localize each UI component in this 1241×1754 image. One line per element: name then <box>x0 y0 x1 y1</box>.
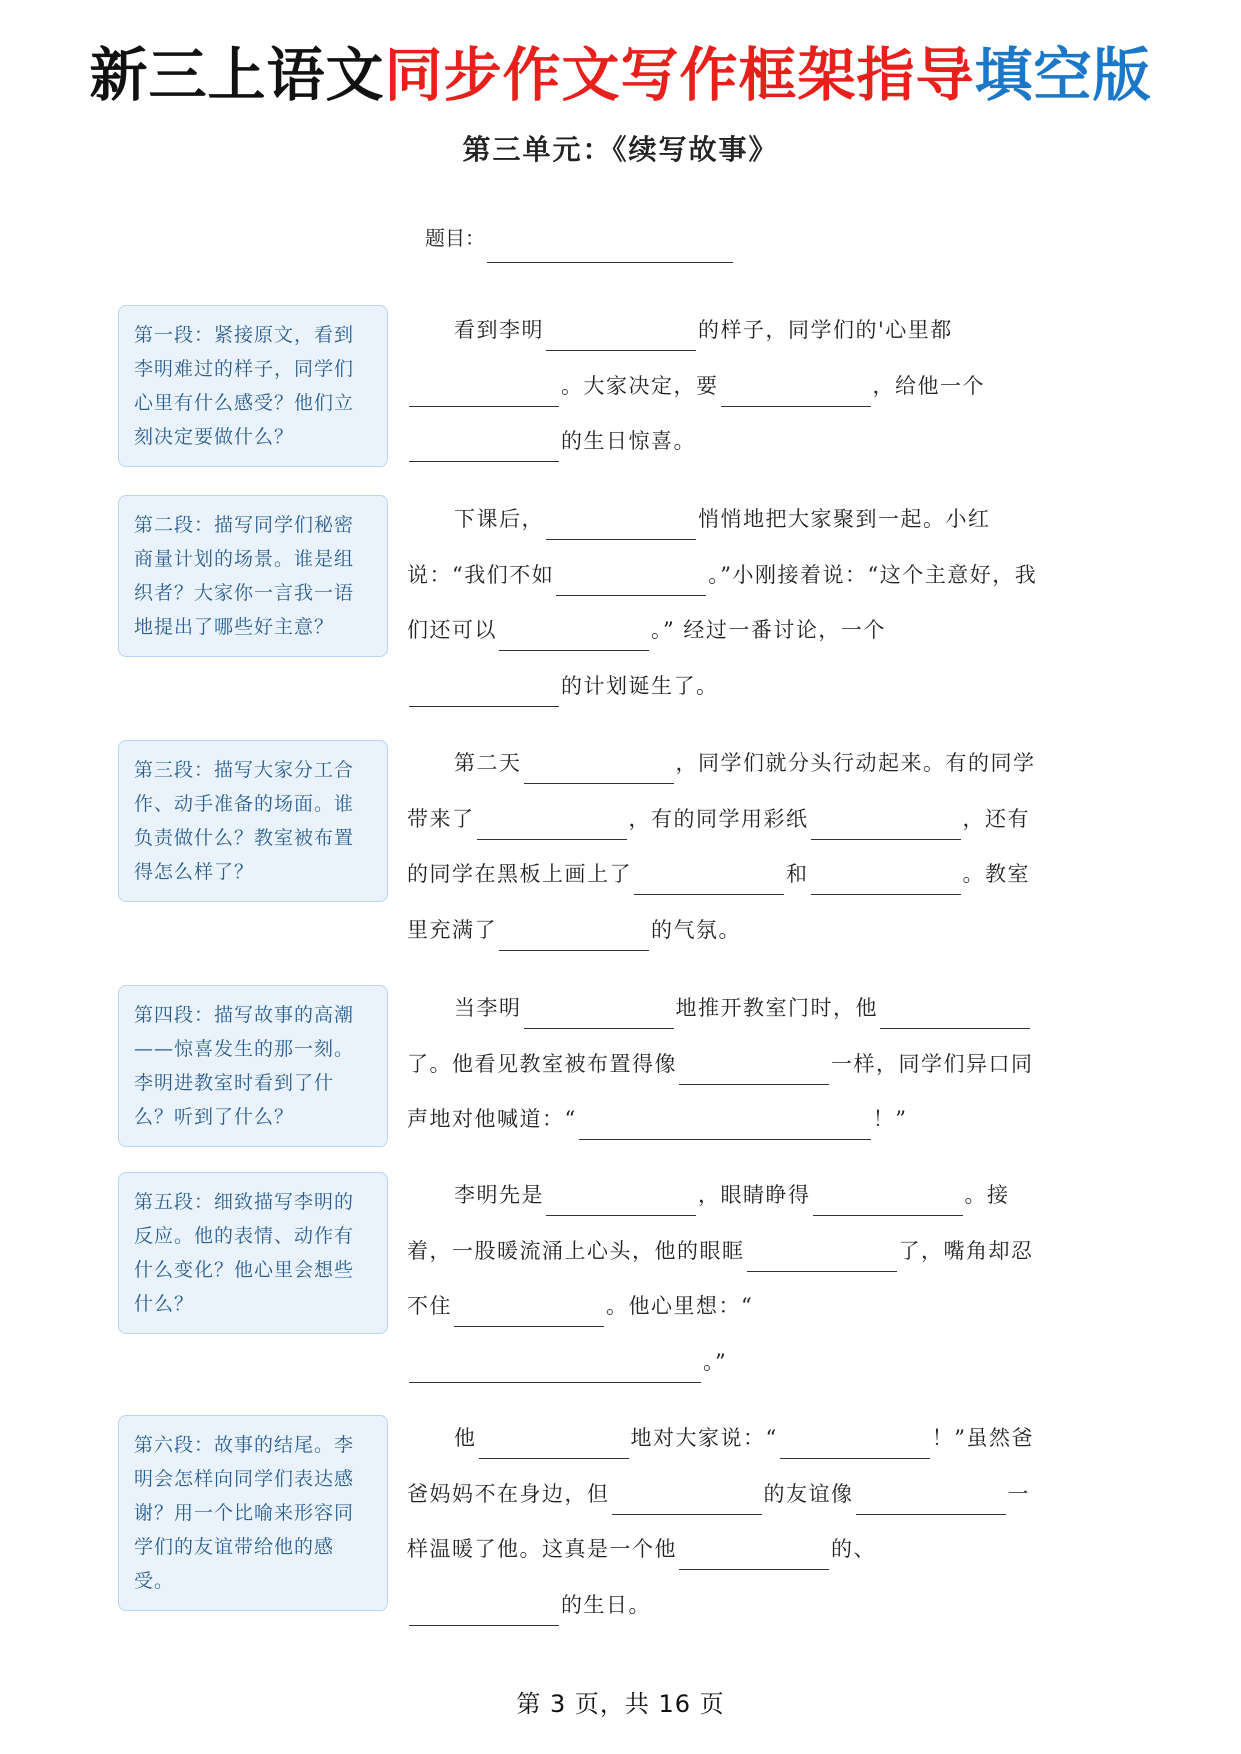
fill-blank[interactable] <box>409 1624 559 1626</box>
fill-blank[interactable] <box>499 649 649 651</box>
para-text: 地对大家说：“ <box>630 1426 778 1450</box>
title-part-black: 新三上语文 <box>89 41 385 109</box>
para-text: 的生日。 <box>561 1592 651 1617</box>
guide-box-5: 第五段：细致描写李明的反应。他的表情、动作有什么变化？他心里会想些什么？ <box>118 1172 388 1334</box>
paragraph-5 <box>407 1168 1047 1390</box>
para-text: ！”虽然爸爸妈妈不在身边，但 <box>407 1426 1034 1506</box>
page-number: 第 3 页，共 16 页 <box>516 1690 725 1718</box>
para-text: 和 <box>786 862 809 886</box>
para-text: 的计划诞生了。 <box>561 673 719 698</box>
para-text: 第二天 <box>454 751 522 775</box>
guide-box-3: 第三段：描写大家分工合作、动手准备的场面。谁负责做什么？教室被布置得怎么样了？ <box>118 740 388 902</box>
title-part-blue: 填空版 <box>974 41 1152 109</box>
fill-blank[interactable] <box>747 1270 897 1272</box>
para-text: 的、 <box>831 1537 876 1561</box>
fill-blank[interactable] <box>546 538 696 540</box>
para-text: 。他心里想：“ <box>606 1294 754 1318</box>
para-text: 李明先是 <box>454 1183 544 1207</box>
para-text: 。” 经过一番讨论，一个 <box>651 618 886 642</box>
fill-blank[interactable] <box>556 594 706 596</box>
para-text: 一样温暖了他。这真是一个他 <box>407 1481 1030 1561</box>
para-text: 一样，同学们异口同声地对他喊道：“ <box>407 1051 1034 1131</box>
fill-blank[interactable] <box>546 349 696 351</box>
para-text: 下课后， <box>454 507 544 531</box>
para-text: 。”小刚接着说：“这个主意好，我们还可以 <box>407 562 1038 642</box>
para-text: ！” <box>872 1107 908 1131</box>
fill-blank[interactable] <box>780 1457 930 1459</box>
para-text: 的样子，同学们的'心里都 <box>698 318 953 342</box>
fill-blank[interactable] <box>856 1513 1006 1515</box>
guide-box-6: 第六段：故事的结尾。李明会怎样向同学们表达感谢？用一个比喻来形容同学们的友谊带给他的感受。 <box>118 1415 388 1611</box>
para-text: 看到李明 <box>454 318 544 342</box>
para-text: ，同学们就分头行动起来。有的同学带来了 <box>407 751 1036 831</box>
para-text: 。教室里充满了 <box>407 862 1030 942</box>
fill-blank[interactable] <box>409 705 559 707</box>
paragraph-1 <box>407 303 1047 470</box>
fill-blank[interactable] <box>477 838 627 840</box>
fill-blank[interactable] <box>409 1381 701 1383</box>
fill-blank[interactable] <box>612 1513 762 1515</box>
para-text: 地推开教室门时，他 <box>675 996 878 1020</box>
fill-blank[interactable] <box>409 460 559 462</box>
fill-blank[interactable] <box>524 1027 674 1029</box>
para-text: 了。他看见教室被布置得像 <box>407 1051 677 1076</box>
guide-box-4: 第四段：描写故事的高潮——惊喜发生的那一刻。李明进教室时看到了什么？听到了什么？ <box>118 985 388 1147</box>
para-text: ，还有的同学在黑板上画上了 <box>407 806 1030 886</box>
page-title <box>0 40 1241 110</box>
para-text: ，有的同学用彩纸 <box>628 806 809 831</box>
paragraph-4 <box>407 981 1047 1148</box>
para-text: 的友谊像 <box>763 1481 854 1506</box>
para-text: 。大家决定，要 <box>561 373 719 398</box>
para-text: 了，嘴角却忍不住 <box>407 1238 1034 1318</box>
para-text: 他 <box>454 1426 477 1450</box>
fill-blank[interactable] <box>546 1214 696 1216</box>
para-text: 的气氛。 <box>651 917 741 942</box>
para-text: 当李明 <box>454 996 522 1020</box>
fill-blank[interactable] <box>499 949 649 951</box>
topic-blank[interactable] <box>487 261 733 263</box>
fill-blank[interactable] <box>679 1568 829 1570</box>
fill-blank[interactable] <box>721 405 871 407</box>
unit-subtitle: 第三单元：《续写故事》 <box>462 133 779 166</box>
fill-blank[interactable] <box>409 405 559 407</box>
guide-box-1: 第一段：紧接原文，看到李明难过的样子，同学们心里有什么感受？他们立刻决定要做什么？ <box>118 305 388 467</box>
fill-blank[interactable] <box>813 1214 963 1216</box>
para-text: 的生日惊喜。 <box>561 429 696 453</box>
fill-blank[interactable] <box>634 893 784 895</box>
fill-blank[interactable] <box>811 838 961 840</box>
guide-box-2: 第二段：描写同学们秘密商量计划的场景。谁是组织者？大家你一言我一语地提出了哪些好主意？ <box>118 495 388 657</box>
para-text: 。” <box>703 1349 728 1374</box>
fill-blank[interactable] <box>880 1027 1030 1029</box>
fill-blank[interactable] <box>579 1138 871 1140</box>
fill-blank[interactable] <box>811 893 961 895</box>
topic-line <box>425 222 735 263</box>
fill-blank[interactable] <box>679 1083 829 1085</box>
para-text: 。接着，一股暖流涌上心头，他的眼眶 <box>407 1183 1010 1263</box>
paragraph-6 <box>407 1411 1047 1633</box>
fill-blank[interactable] <box>524 782 674 784</box>
paragraph-3 <box>407 736 1047 958</box>
topic-label: 题目： <box>425 226 485 250</box>
para-text: ，给他一个 <box>872 373 985 398</box>
title-part-red: 同步作文写作框架指导 <box>384 41 975 109</box>
paragraph-2 <box>407 492 1047 714</box>
fill-blank[interactable] <box>454 1325 604 1327</box>
fill-blank[interactable] <box>479 1457 629 1459</box>
para-text: 悄悄地把大家聚到一起。小红说：“我们不如 <box>407 507 991 587</box>
para-text: ，眼睛睁得 <box>698 1183 811 1207</box>
